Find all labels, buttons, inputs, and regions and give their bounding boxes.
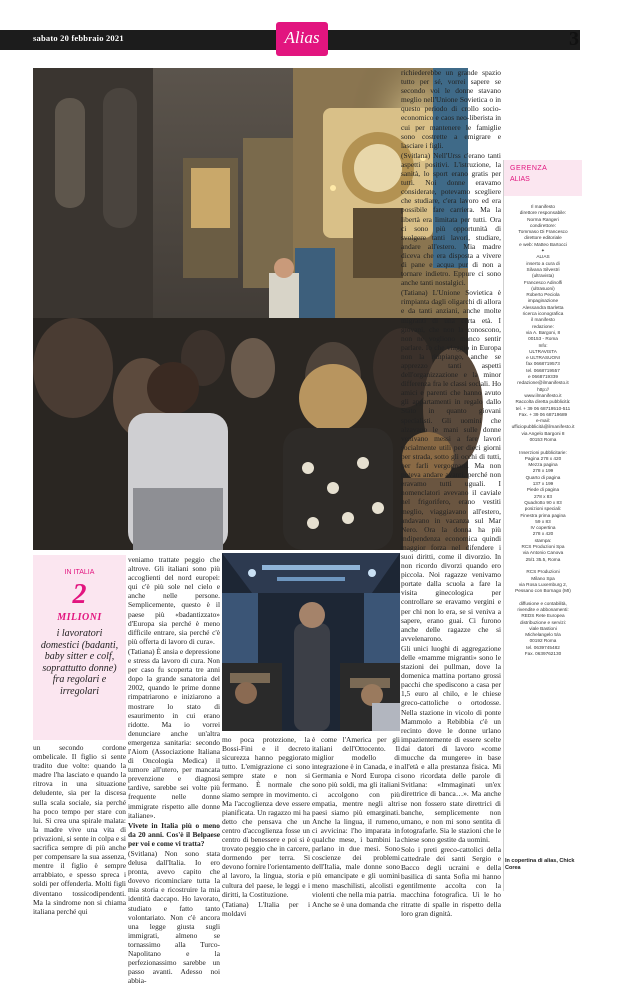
credits-line: Quadrotto 90 x 83 — [524, 499, 562, 505]
masthead-credits — [503, 160, 581, 891]
paragraph: è come l'America per gli italiani dell'Ottocento. Il miglior modello di integrazione è in Canada, e in Germania e Nord Europa ci sono più soldi, ma gli italiani ci accolgono con più empatia, mentre negli altri paesi siamo più emarginati. Anche la lingua, il rumeno, ci avvicina: l'ho imparata in qualche mese, i bambini la parlano in due mesi. Sono coscienze dei problemi dell'Italia, male donne sono più emancipate e gli uomini meno maschilisti, alcolisti e violenti che nella mia patria. — [312, 735, 400, 899]
credits-line: inserto a cura di — [526, 260, 560, 266]
credits-line: Inserzioni pubblicitarie: — [519, 449, 567, 455]
credits-line: direttore responsabile: — [519, 210, 567, 216]
credits-line: http:// — [537, 386, 549, 392]
issue-date: sabato 20 febbraio 2021 — [33, 33, 124, 43]
credits-line: il manifesto — [531, 317, 555, 323]
credits-line: tel. 0639745482 — [526, 644, 560, 650]
cover-credit: In copertina di alias, Chick Corea — [505, 858, 575, 871]
credits-line: fax 0668719573 — [526, 361, 560, 367]
credits-line: Fax. 0639762130 — [524, 651, 562, 657]
credits-line: Mezza pagina — [528, 462, 558, 468]
credits-line: via Rosa Luxemburg 2, — [518, 581, 568, 587]
credits-line: via Angelo Bargoni 8 — [521, 430, 565, 436]
article-column-1 — [33, 743, 126, 916]
credits-line: ULTRAVISTA — [529, 348, 557, 354]
article-column-5 — [401, 68, 501, 918]
credits-line: e ULTRASUONI — [526, 355, 560, 361]
credits-line: 278 x 420 — [532, 531, 554, 537]
credits-line: e-mail: — [535, 418, 551, 424]
paragraph: (Tatiana) L'Italia per i moldavi — [222, 899, 310, 918]
paragraph: Solo i preti greco-cattolici della cattedrale dei santi Sergio e Bacco degli ucraini e della basilica di santa Sofia mi hanno gentilmente accolta con la macchina fotografica. Ui le ho ritratte di spalle in rispetto della loro gran dignità. — [401, 844, 501, 918]
credits-line: Roberto Peciola — [526, 292, 560, 298]
credits-line: 278 x 83 — [534, 493, 552, 499]
credits-line: Milano Spa — [531, 575, 555, 581]
credits-line: 00153 - Roma — [528, 336, 558, 342]
credits-line: www.ilmanifesto.it — [524, 392, 562, 398]
credits-line: Piede di pagina — [526, 487, 560, 493]
paragraph: (Tatiana) L'Unione Sovietica è rimpianta dagli oligarchi di allora e da tanti anziani, anche molte migranti di una certa età. I giovani, che non la conoscono, non ne vogliono manco sentir parlare. Io che viaggio in Europa non la rimpiango, anche se apprezzo tanti aspetti dell'organizzazione e la minor differenza fra le classi sociali. Ho amici e parenti che hanno avuto gli appartamenti in regalo dallo Stato in quanto giovani specialisti. Gli uomini che alzavano le mani sulle donne venivano messi a fare lavori socialmente utili per dieci giorni per strada, sotto gli occhi di tutti, per farli vergognare. Ma non poteva andare avanti, perché non eravamo tutti uguali. I nomenclatori avevano il caviale nel frigorifero, erano vestiti meglio, viaggiavano all'estero, andavano in vacanza sul Mar Nero. Ora la donna ha più indipendenza economica quindi maggior forza nel difendere i suoi diritti, come il divorzio. In non ricordo divorzi quando ero piccola. Noi ragazze venivamo portate dalla scuola a fare la visita ginecologica per controllare se eravamo vergini e per chi non lo era, se si veniva a sapere, erano guai. Ci furono anche delle ragazze che si avvelenarono. — [401, 288, 501, 643]
credits-line: rivendite e abbonamenti: — [517, 607, 569, 612]
credits-header — [504, 160, 582, 196]
credits-line: ✦ — [541, 248, 545, 254]
credits-line: impaginazione — [527, 298, 559, 304]
credits-line: via A. Bargoni, 8 — [525, 329, 561, 335]
credits-line: 137 x 199 — [532, 481, 554, 487]
credits-line: Il manifesto — [531, 204, 555, 209]
paragraph: (Tatiana) È ansia e depressione e stress da lavoro di cura. Non per caso fu scoperta tre anni dopo la grande sanatoria del 2002, quando le prime donne rimpatriarono e iniziarono a mostrare lo stato di esaurimento in cui erano ridotte. Ma io vorrei denunciare anche un'altra emergenza sanitaria: secondo l'Aiom (Associazione Italiana di Oncologia Medica) il tumore all'utero, per mancata prevenzione e diagnosi tardive, sarebbe sei volte più frequente nelle donne immigrate rispetto alle donne italiane». — [128, 646, 220, 820]
credits-line: Finestra prima pagina — [520, 512, 566, 518]
credits-line: tel. + 39 06 68719510-511 — [515, 405, 571, 411]
credits-line: Silvana Silvestri — [526, 266, 560, 272]
paragraph: veniamo trattate peggio che altrove. Gli italiani sono più accoglienti del nord europei: qui c'è più sole nel cielo e anche nelle persone. Semplicemente, questo è il paese più «badantizzato» d'Europa sia perché è meno difficile entrare, sia perché c'è più offerta di lavoro di cura». — [128, 555, 220, 646]
credits-line: REDS Rete Europea — [521, 613, 565, 619]
stat-sidebar — [33, 555, 126, 740]
credits-title: GERENZA — [510, 165, 548, 172]
credits-line: 00153 Roma — [529, 436, 557, 442]
credits-line: (ultrasuoni) — [531, 285, 555, 291]
credits-line: Francesco Adinolfi — [523, 279, 563, 285]
paragraph: (Svitlana) Non sono stata delusa dall'Italia. Io ero pronta, avevo capito che dovevo ricominciare tutta la mia storia e ricostruire la mia identità daccapo. Ho lavorato, studiato e fatto tanto volontariato. Non c'è ancora una legge giusta sugli immigrati, almeno se tornassimo alla Turco-Napolitano e la perfezionassimo sarebbe un passo avanti. Adesso noi abbia- — [128, 849, 220, 985]
stat-kicker: IN ITALIA — [64, 569, 95, 576]
credits-line: e web: Matteo Bartocci — [519, 241, 567, 247]
credits-line: (ultravista) — [532, 273, 554, 279]
credits-line: 278 x 199 — [532, 468, 554, 474]
credits-line: redazione@ilmanifesto.it — [517, 380, 569, 386]
credits-line: viale Bastioni — [529, 625, 557, 631]
credits-line: redazione: — [532, 323, 554, 329]
credits-line: ufficiopubblicità@ilmanifesto.it — [511, 424, 575, 430]
credits-line: Michelangelo 5/a — [525, 632, 561, 638]
credits-line: Norma Rangeri — [527, 216, 559, 222]
credits-line: RCS Produzioni Spa — [521, 544, 565, 550]
credits-line: RCS Produzioni — [526, 569, 560, 575]
page-number: 3 — [569, 28, 579, 50]
credits-line: diffusione e contabilità, — [519, 600, 567, 606]
credits-line: ricerca iconografica — [522, 311, 564, 317]
credits-line: Pagina 278 x 420 — [524, 455, 562, 461]
credits-line: condirettore: — [529, 222, 557, 228]
paragraph: (Svitlana) Nell'Urss c'erano tanti aspetti positivi. L'istruzione, la sanità, lo sport erano gratis per tutti. Noi donne eravamo considerate, potevamo scegliere che studiare, c'era lavoro ed era possibile fare carriera. Ma la libertà era limitata per tutti. Ora ci sono più opportunità di svolgere tanti lavori, studiare, andare all'estero. Mia madre diceva che era disposta a vivere di pane e acqua pur di non a tornare indietro. Eppure ci sono anche tanti nostalgici. — [401, 150, 501, 288]
credits-line: ALIAS — [536, 254, 550, 260]
alias-logo-text: Alias — [284, 28, 320, 47]
credits-line: e 0668719339 — [528, 374, 558, 380]
credits-line: IV copertina — [530, 525, 556, 531]
paragraph: richiederebbe un grande spazio tutto per sé, vorrei sapere se secondo voi le donne stavano meglio nell'Unione Sovietica o in questo periodo di crollo socio-economico e caos neo-liberista in cui per mantenere le famiglie sono costrette a emigrare e lasciare i figli. — [401, 68, 501, 150]
credits-line: 25/1 35.5, Roma — [525, 556, 561, 562]
credits-line: posizioni speciali: — [524, 506, 562, 512]
stat-number: 2 — [72, 579, 87, 610]
bus-interior-photo — [222, 553, 400, 731]
credits-line: distribuzione e servizi: — [519, 619, 567, 625]
credits-brand: ALIAS — [510, 176, 530, 183]
credits-line: Raccolta diretta pubblicità: — [515, 399, 571, 405]
article-column-3 — [222, 735, 310, 918]
paragraph: mo poca protezione, la Bossi-Fini e il decreto sicurezza hanno peggiorato tutto. L'emigrazione ci sono sempre state e non si fermano. È normale che siamo sempre in movimento. Ma l'accoglienza deve essere pianificata. Un ragazzo mi ha detto che pensava che un centro d'accoglienza fosse un centro di benessere e poi si è trovato peggio che in carcere, dormendo per terra. Si devono fornire l'orientamento al lavoro, la lingua, storia e cultura del paese, le leggi e i diritti, la Costituzione. — [222, 735, 310, 899]
article-column-4 — [312, 735, 400, 909]
paragraph: un secondo cordone ombelicale. Il figlio si sente tradito due volte: quando la madre l'ha lasciato e quando la ritrova in una situazione deludente, sia per la discesa sulla scala sociale, sia perché ha poco tempo per stare con lui. Si crea una spirale malata: la madre vive una vita di privazioni, si sente in colpa e si sacrifica sempre di più anche per compensare la sua assenza, mentre il figlio è sempre arrabbiato, e spesso spreca i soldi per offenderla. Molti figli diventano tossicodipendenti. Ma la sindrome non si chiama italiana perché qui — [33, 743, 126, 916]
credits-line: tel. 0668719557 — [526, 367, 560, 373]
stat-unit: MILIONI — [57, 612, 102, 623]
paragraph: Anche se è una domanda che — [312, 899, 398, 909]
credits-line: Tommaso Di Francesco — [518, 229, 568, 235]
credits-line: Alessandra Barletta — [522, 304, 564, 310]
stat-caption: i lavoratori domestici (badanti, baby sitter e colf, soprattutto donne) fra regolari e irregolari — [40, 628, 119, 697]
credits-line: Info: — [538, 342, 548, 348]
interview-question: Vivete in Italia più o meno da 20 anni. Cos'è il Belpaese per voi e come vi tratta? — [128, 820, 220, 848]
credits-line: 00192 Roma — [529, 638, 557, 644]
credits-line: Fax. + 39 06 68719689 — [518, 411, 568, 417]
article-column-2 — [128, 555, 220, 985]
alias-logo[interactable] — [276, 22, 328, 56]
credits-line: stampa: — [534, 537, 552, 543]
credits-line: Quarto di pagina — [525, 474, 561, 480]
credits-list — [507, 204, 579, 657]
credits-line: 59 x 83 — [535, 518, 551, 524]
paragraph: Gli unici luoghi di aggregazione delle «mamme migranti» sono le stazioni dei pullman, dove la domenica mattina portano grossi pacchi che spediscono a casa per 1,5 euro al chilo, e le chiese greco-cattoliche o ortodosse. Nella stazione in vicolo di ponte Mammolo a Rebibbia c'è un recinto dove le donne urlano impazientemente di essere scelte dai datori di lavoro «come mucche da mungere» in base all'età e alla prestanza fisica. Mi sono ricordata delle parole di Svitlana: «Immaginati un'ex direttrice di banca…». Ma anche se non fossero state direttrici di banche, semplicemente non umano, e non mi sono sentita di fotografarle. Sia le stazioni che le chiese sono gestite da uomini. — [401, 643, 501, 844]
credits-line: direttore editoriale — [524, 235, 562, 241]
credits-line: via Antonio Canova — [522, 550, 564, 556]
credits-line: Pessano con Bornago (MI) — [515, 588, 571, 594]
